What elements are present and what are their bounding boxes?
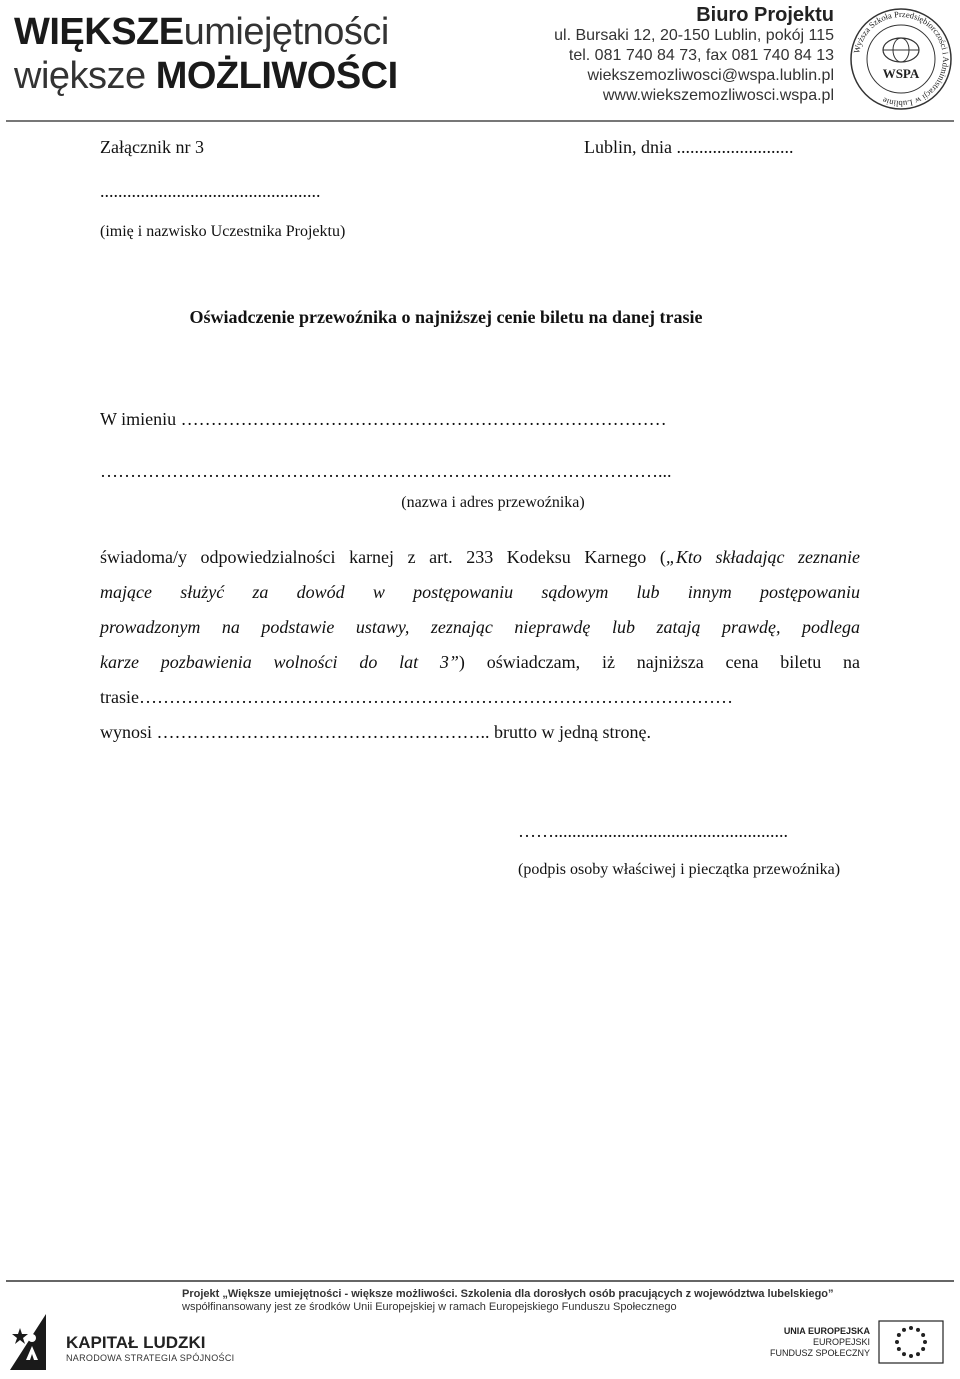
para-line-2 — [100, 575, 860, 610]
logo-word-umiejetnosci: umiejętności — [183, 11, 389, 53]
attachment-label: Załącznik nr 3 — [100, 137, 204, 157]
participant-name-dots: ................................................. — [100, 181, 321, 201]
para-line-4-quote: karze pozbawienia wolności do lat 3” — [100, 652, 459, 672]
eu-star-icon — [921, 1347, 925, 1351]
office-title: Biuro Projektu — [696, 4, 834, 26]
seal-ring-text: Wyższa Szkoła Przedsiębiorczości i Administracji w Lublinie — [851, 8, 952, 110]
eu-star-icon — [902, 1352, 906, 1356]
signature-dots: …….................................................... — [518, 821, 788, 841]
carrier-caption: (nazwa i adres przewoźnika) — [401, 494, 585, 511]
para-line-2-quote: mające służyć za dowód w postępowaniu sądowym lub innym postępowaniu — [100, 582, 860, 602]
eu-flag-icon — [878, 1320, 944, 1364]
eu-star-icon — [921, 1333, 925, 1337]
eu-line-2: EUROPEJSKI — [812, 1337, 870, 1347]
place-date-field: Lublin, dnia .......................... — [584, 137, 794, 157]
eu-star-icon — [909, 1326, 913, 1330]
logo-line-1 — [14, 10, 389, 54]
header-divider — [6, 120, 954, 122]
office-web: www.wiekszemozliwosci.wspa.pl — [602, 87, 834, 104]
eu-star-icon — [897, 1333, 901, 1337]
eu-line-1: UNIA EUROPEJSKA — [783, 1326, 870, 1336]
footer-project-info — [182, 1288, 834, 1314]
eu-star-icon — [897, 1347, 901, 1351]
kapital-ludzki-name: KAPITAŁ LUDZKI — [66, 1333, 206, 1352]
eu-star-icon — [909, 1354, 913, 1358]
para-line-6-price: wynosi ……………………………………………….. brutto w jedną stronę. — [100, 722, 651, 742]
office-phone: tel. 081 740 84 73, fax 081 740 84 13 — [568, 47, 834, 64]
para-line-1-quote: „Kto składając zeznanie — [665, 547, 860, 567]
declaration-paragraph — [100, 540, 860, 750]
project-office-contact — [528, 4, 834, 106]
participant-name-caption: (imię i nazwisko Uczestnika Projektu) — [100, 223, 346, 240]
para-line-1-text: świadoma/y odpowiedzialności karnej z art. 233 Kodeksu Karnego ( — [100, 547, 666, 567]
footer-project-line-2: współfinansowany jest ze środków Unii Europejskiej w ramach Europejskiego Funduszu Społecznego — [182, 1301, 677, 1313]
eu-fund-label — [766, 1326, 870, 1359]
logo-line-2 — [14, 54, 398, 98]
office-email: wiekszemozliwosci@wspa.lublin.pl — [587, 67, 834, 84]
para-line-3 — [100, 610, 860, 645]
para-line-1 — [100, 540, 860, 575]
para-line-5-route: trasie……………………………………………………………………………………… — [100, 687, 733, 707]
kapital-ludzki-subtitle: NARODOWA STRATEGIA SPÓJNOŚCI — [66, 1353, 235, 1363]
eu-star-icon — [902, 1328, 906, 1332]
eu-star-icon — [916, 1328, 920, 1332]
para-line-4-text: ) oświadczam, iż najniższa cena biletu na — [458, 652, 860, 672]
eu-line-3: FUNDUSZ SPOŁECZNY — [769, 1348, 870, 1358]
kapital-ludzki-icon — [8, 1308, 48, 1372]
logo-word-wieksze-lower: większe — [14, 55, 146, 97]
eu-star-icon — [923, 1340, 927, 1344]
document-title: Oświadczenie przewoźnika o najniższej cenie biletu na danej trasie — [189, 307, 703, 327]
office-address: ul. Bursaki 12, 20-150 Lublin, pokój 115 — [554, 27, 834, 44]
wspa-seal-logo — [848, 6, 954, 112]
carrier-dots: …………………………………………………………………………………... — [100, 461, 672, 481]
para-line-4 — [100, 645, 860, 680]
signature-caption: (podpis osoby właściwej i pieczątka przewoźnika) — [518, 861, 841, 878]
footer-divider — [6, 1280, 954, 1282]
on-behalf-line: W imieniu ……………………………………………………………………… — [100, 409, 667, 429]
logo-word-mozliwosci: MOŻLIWOŚCI — [155, 55, 398, 97]
logo-word-wieksze: WIĘKSZE — [14, 11, 184, 53]
eu-star-icon — [916, 1352, 920, 1356]
seal-abbreviation: WSPA — [882, 66, 920, 81]
eu-star-icon — [895, 1340, 899, 1344]
footer-project-line-1: Projekt „Większe umiejętności - większe możliwości. Szkolenia dla dorosłych osób pracujących z województwa lubelskiego” — [182, 1288, 834, 1300]
para-line-3-quote: prowadzonym na podstawie ustawy, zeznając nieprawdę lub zatają prawdę, podlega — [100, 617, 860, 637]
